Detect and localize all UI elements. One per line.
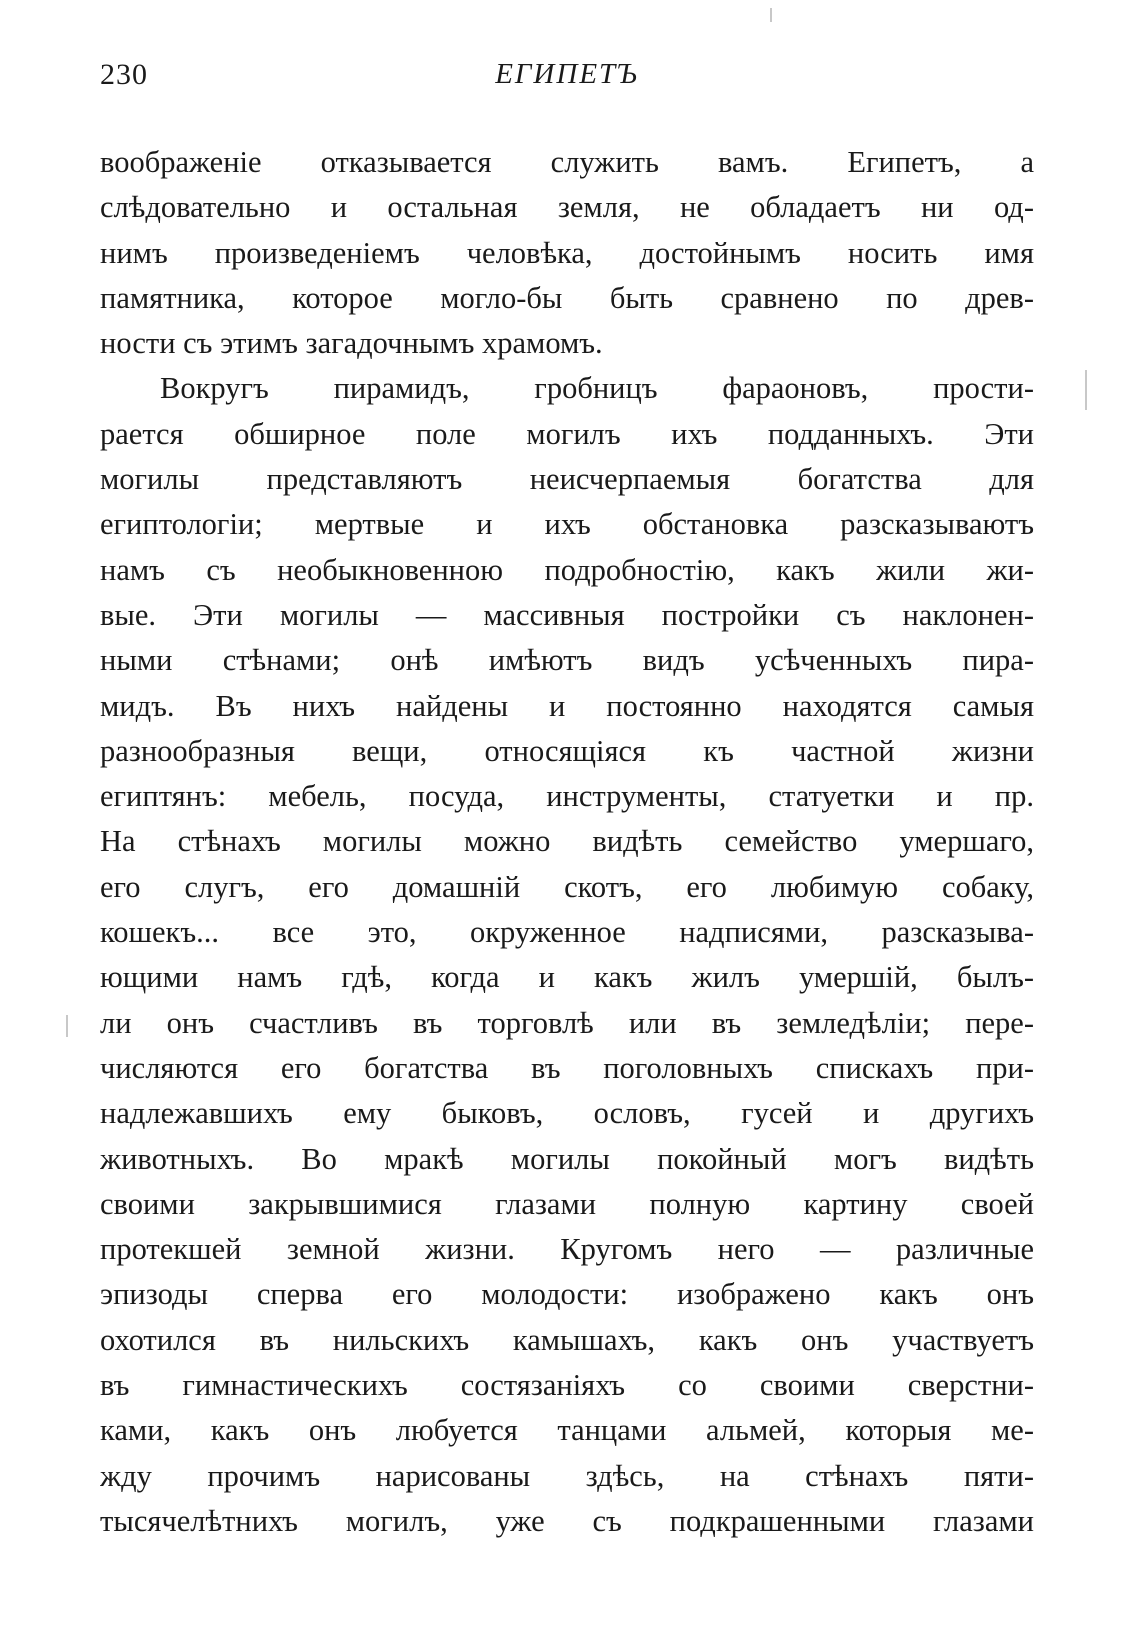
- scan-speck: [770, 8, 772, 22]
- text-line: нимъ произведенiемъ человѣка, достойнымъ носить имя: [100, 235, 1034, 270]
- text-line: протекшей земной жизни. Кругомъ него — различные: [100, 1232, 1034, 1267]
- text-line: въ гимнастическихъ состязанiяхъ со своими сверстни-: [100, 1368, 1034, 1403]
- scan-speck: [1085, 370, 1087, 410]
- text-line: ющими намъ гдѣ, когда и какъ жилъ умершiй, былъ-: [100, 960, 1034, 995]
- text-line: разнообразныя вещи, относящiяся къ частной жизни: [100, 733, 1034, 768]
- text-line: эпизоды сперва его молодости: изображено какъ онъ: [100, 1277, 1034, 1312]
- text-line: На стѣнахъ могилы можно видѣть семейство умершаго,: [100, 824, 1034, 859]
- text-line: ными стѣнами; онѣ имѣютъ видъ усѣченныхъ пира-: [100, 643, 1034, 678]
- page-header: [100, 58, 1034, 98]
- text-line: числяются его богатства въ поголовныхъ спискахъ при-: [100, 1050, 1034, 1085]
- text-line: ли онъ счастливъ въ торговлѣ или въ земледѣлiи; пере-: [100, 1005, 1034, 1040]
- paragraph-2: [100, 366, 1034, 1544]
- text-line: египтологiи; мертвые и ихъ обстановка разсказываютъ: [100, 507, 1034, 542]
- text-line: кошекъ... все это, окруженное надписями, разсказыва-: [100, 915, 1034, 950]
- text-line: могилы представляютъ неисчерпаемыя богатства для: [100, 462, 1034, 497]
- text-line: памятника, которое могло-бы быть сравнено по древ-: [100, 280, 1034, 315]
- text-line: жду прочимъ нарисованы здѣсь, на стѣнахъ пяти-: [100, 1458, 1034, 1493]
- text-line: рается обширное поле могилъ ихъ подданныхъ. Эти: [100, 416, 1034, 451]
- body-text: [100, 140, 1034, 1544]
- paragraph-1: [100, 140, 1034, 366]
- text-line: мидъ. Въ нихъ найдены и постоянно находятся самыя: [100, 688, 1034, 723]
- text-line: ности съ этимъ загадочнымъ храмомъ.: [100, 326, 603, 361]
- text-line: животныхъ. Во мракѣ могилы покойный могъ видѣть: [100, 1141, 1034, 1176]
- text-line: своими закрывшимися глазами полную картину своей: [100, 1186, 1034, 1221]
- text-line: намъ съ необыкновенною подробностiю, какъ жили жи-: [100, 552, 1034, 587]
- running-title: ЕГИПЕТЪ: [495, 58, 639, 90]
- text-line: ками, какъ онъ любуется танцами альмей, которыя ме-: [100, 1413, 1034, 1448]
- page-number: 230: [100, 58, 148, 91]
- text-line: тысячелѣтнихъ могилъ, уже съ подкрашенными глазами: [100, 1503, 1034, 1538]
- text-line: египтянъ: мебель, посуда, инструменты, статуетки и пр.: [100, 779, 1034, 814]
- text-line: Вокругъ пирамидъ, гробницъ фараоновъ, прости-: [160, 371, 1034, 406]
- text-line: вые. Эти могилы — массивныя постройки съ наклонен-: [100, 597, 1034, 632]
- text-line: охотился въ нильскихъ камышахъ, какъ онъ участвуетъ: [100, 1322, 1034, 1357]
- text-line: воображенiе отказывается служить вамъ. Египетъ, а: [100, 145, 1034, 179]
- text-line: слѣдовательно и остальная земля, не обладаетъ ни од-: [100, 190, 1034, 225]
- text-line: надлежавшихъ ему быковъ, ословъ, гусей и другихъ: [100, 1096, 1034, 1131]
- text-line: его слугъ, его домашнiй скотъ, его любимую собаку,: [100, 869, 1034, 904]
- scan-speck: [66, 1015, 68, 1037]
